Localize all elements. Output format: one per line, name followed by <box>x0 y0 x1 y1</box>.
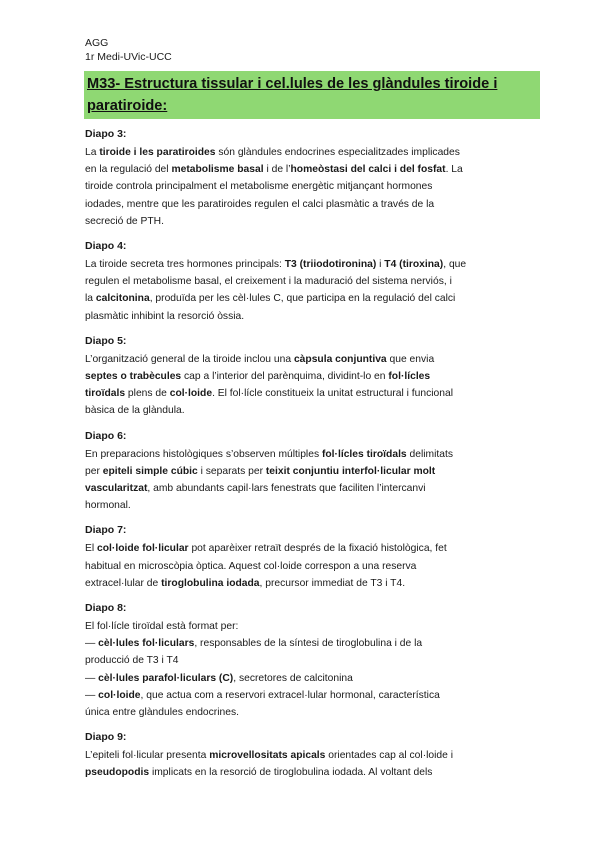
document-header <box>85 36 172 64</box>
text-line <box>85 635 517 652</box>
text-run: La <box>85 147 100 158</box>
text-line <box>85 446 517 463</box>
slide-section <box>85 523 517 592</box>
text-line <box>85 178 517 195</box>
bold-term: septes o trabècules <box>85 371 182 383</box>
notes-body <box>85 127 517 791</box>
text-line <box>85 144 517 161</box>
text-line <box>85 687 517 704</box>
bold-term: homeòstasi del calci i del fosfat <box>290 164 446 176</box>
text-line <box>85 368 517 385</box>
text-run: i separats per <box>197 465 266 477</box>
text-line <box>85 290 517 307</box>
text-line <box>85 575 517 592</box>
text-run: , que actua com a reservori extracel·lular hormonal, característica <box>140 689 440 701</box>
text-line <box>85 497 517 514</box>
text-run: , produïda per les cèl·lules C, que participa en la regulació del calci <box>149 293 456 305</box>
text-run: per <box>85 465 103 477</box>
text-run: , responsables de la síntesi de tiroglobulina i de la <box>194 638 423 650</box>
text-run: i <box>376 259 385 271</box>
slide-section-title: Diapo 9: <box>85 731 127 744</box>
bold-term: vascularitzat <box>85 483 148 495</box>
slide-section <box>85 334 517 420</box>
text-run: L’organització general de la tiroide inclou una <box>85 353 294 365</box>
text-run: El fol·lícle tiroïdal està format per: <box>85 621 239 633</box>
page-title: M33- Estructura tissular i cel.lules de les glàndules tiroide i paratiroide: <box>87 76 498 114</box>
text-line <box>85 704 517 721</box>
text-run: — <box>85 689 99 701</box>
text-line <box>85 256 517 273</box>
text-line <box>85 652 517 669</box>
slide-section-text <box>85 351 517 420</box>
bold-term: T3 (triiodotironina) <box>284 259 377 271</box>
text-run: L’epiteli fol·licular presenta <box>85 750 210 762</box>
text-run: bàsica de la glàndula. <box>85 405 185 417</box>
bold-term: col·loide <box>98 689 141 701</box>
slide-section-title: Diapo 6: <box>85 429 127 442</box>
text-run: regulen el metabolisme basal, el creixement i la maduració del sistema nerviós, i <box>85 276 452 288</box>
text-line <box>85 161 517 178</box>
slide-section-title: Diapo 4: <box>85 240 127 253</box>
bold-term: tiroïdals <box>85 388 126 400</box>
bold-term: cèl·lules parafol·liculars (C) <box>98 672 234 684</box>
slide-section-title: Diapo 8: <box>85 602 127 615</box>
text-line <box>85 764 517 781</box>
slide-section <box>85 601 517 721</box>
text-run: , secretores de calcitonina <box>233 672 353 684</box>
slide-section-title: Diapo 5: <box>85 334 127 347</box>
text-run: que envia <box>386 353 435 365</box>
text-run: — <box>85 672 99 684</box>
text-line <box>85 213 517 230</box>
text-line <box>85 480 517 497</box>
text-run: . El fol·lícle constitueix la unitat estructural i funcional <box>212 388 454 400</box>
slide-section-text <box>85 446 517 515</box>
text-run: . La <box>445 164 463 176</box>
bold-term: col·loide <box>169 388 213 400</box>
text-run: iodades, mentre que les paratiroides regulen el calci plasmàtic a través de la <box>85 198 435 210</box>
text-line <box>85 273 517 290</box>
text-line <box>85 618 517 635</box>
slide-section-text <box>85 747 517 781</box>
bold-term: cèl·lules fol·liculars <box>98 638 195 650</box>
text-run: en la regulació del <box>85 164 172 176</box>
text-run: pot aparèixer retraït després de la fixació histològica, fet <box>188 543 447 555</box>
author-initials: AGG <box>85 37 109 49</box>
course-label: 1r Medi-UVic-UCC <box>85 51 172 63</box>
text-run: tiroide controla principalment el metabolisme energètic mitjançant hormones <box>85 181 433 193</box>
text-run: habitual en microscòpia òptica. Aquest col·loide correspon a una reserva <box>85 560 417 572</box>
text-run: , que <box>443 259 467 271</box>
slide-section-text <box>85 144 517 230</box>
text-run: delimitats <box>406 448 454 460</box>
text-run: secreció de PTH. <box>85 215 164 227</box>
slide-section-title: Diapo 3: <box>85 128 127 140</box>
slide-section <box>85 429 517 515</box>
text-run: , precursor immediat de T3 i T4. <box>259 577 406 589</box>
text-line <box>85 540 517 557</box>
text-run: En preparacions histològiques s’observen múltiples <box>85 448 322 460</box>
slide-section-text <box>85 256 517 325</box>
bold-term: calcitonina <box>95 293 150 305</box>
text-run: cap a l’interior del parènquima, dividint-lo en <box>181 371 389 383</box>
text-line <box>85 463 517 480</box>
bold-term: microvellositats apicals <box>209 750 326 762</box>
bold-term: teixit conjuntiu interfol·licular molt <box>265 465 436 477</box>
bold-term: epiteli simple cúbic <box>102 465 198 477</box>
slide-section-text <box>85 540 517 592</box>
bold-term: tiroide i les paratiroides <box>99 147 216 158</box>
bold-term: càpsula conjuntiva <box>293 353 387 365</box>
bold-term: tiroglobulina iodada <box>161 577 260 589</box>
text-run: orientades cap al col·loide i <box>325 750 454 762</box>
text-run: implicats en la resorció de tiroglobulina iodada. Al voltant dels <box>149 767 433 779</box>
text-run: producció de T3 i T4 <box>85 655 179 667</box>
text-run: i de l’ <box>263 164 291 176</box>
slide-section-title: Diapo 7: <box>85 524 127 537</box>
text-line <box>85 402 517 419</box>
bold-term: fol·lícles <box>388 371 431 383</box>
page-title-highlight <box>84 71 540 119</box>
slide-section <box>85 127 517 230</box>
bold-term: metabolisme basal <box>171 164 264 176</box>
text-run: són glàndules endocrines especialitzades implicades <box>215 147 460 158</box>
text-run: plens de <box>125 388 170 400</box>
text-run: El <box>85 543 98 555</box>
text-run: única entre glàndules endocrines. <box>85 707 239 719</box>
text-line <box>85 558 517 575</box>
text-run: la <box>85 293 96 305</box>
text-run: La tiroide secreta tres hormones principals: <box>85 259 285 271</box>
bold-term: T4 (tiroxina) <box>384 259 444 271</box>
text-line <box>85 747 517 764</box>
text-line <box>85 385 517 402</box>
slide-section <box>85 730 517 781</box>
slide-section-text <box>85 618 517 721</box>
bold-term: pseudopodis <box>85 767 150 779</box>
text-line <box>85 196 517 213</box>
text-run: — <box>85 638 99 650</box>
bold-term: col·loide fol·licular <box>97 543 189 555</box>
text-run: extracel·lular de <box>85 577 162 589</box>
text-line <box>85 351 517 368</box>
slide-section <box>85 239 517 325</box>
text-line <box>85 670 517 687</box>
text-run: , amb abundants capil·lars fenestrats que faciliten l’intercanvi <box>147 483 426 495</box>
text-run: plasmàtic inhibint la resorció òssia. <box>85 310 245 322</box>
text-line <box>85 308 517 325</box>
text-run: hormonal. <box>85 500 131 512</box>
bold-term: fol·lícles tiroïdals <box>321 448 407 460</box>
